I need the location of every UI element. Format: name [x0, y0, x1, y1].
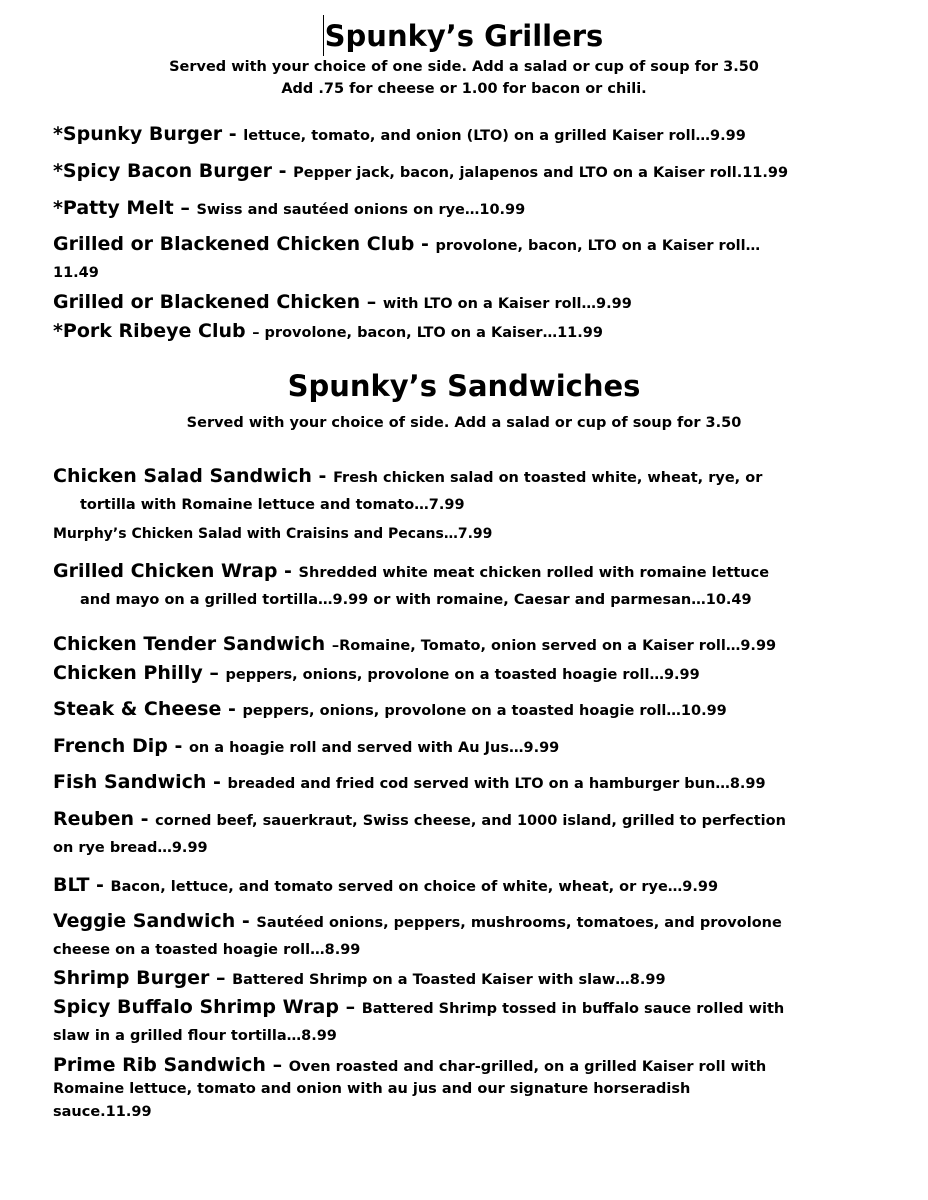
item-desc: Swiss and sautéed onions on rye…10.99	[196, 202, 526, 218]
item-desc-continued: sauce.11.99	[53, 1104, 152, 1120]
item-desc: Fresh chicken salad on toasted white, wheat, rye, or	[333, 470, 763, 486]
item-name: Reuben -	[53, 808, 156, 830]
sandwiches-title: Spunky’s Sandwiches	[287, 369, 641, 403]
menu-item	[53, 732, 883, 763]
item-name: Veggie Sandwich -	[53, 910, 257, 932]
item-name: *Pork Ribeye Club	[53, 320, 253, 342]
item-desc: peppers, onions, provolone on a toasted hoagie roll…10.99	[242, 703, 727, 719]
item-desc: Battered Shrimp tossed in buffalo sauce rolled with	[361, 1001, 785, 1017]
item-desc-continued: 11.49	[53, 265, 99, 281]
item-name: Shrimp Burger –	[53, 967, 233, 989]
menu-item	[53, 805, 883, 836]
item-name: French Dip -	[53, 735, 189, 757]
item-desc-continued: and mayo on a grilled tortilla…9.99 or with romaine, Caesar and parmesan…10.49	[80, 592, 752, 608]
item-desc: Pepper jack, bacon, jalapenos and LTO on a Kaiser roll.11.99	[293, 165, 789, 181]
grillers-title: Spunky’s Grillers	[324, 19, 604, 53]
menu-item	[53, 993, 883, 1024]
menu-item	[53, 120, 883, 151]
item-desc-continued: on rye bread…9.99	[53, 840, 208, 856]
menu-item	[53, 907, 883, 938]
item-desc: on a hoagie roll and served with Au Jus…9.99	[188, 740, 560, 756]
menu-item	[53, 659, 883, 690]
item-desc: Shredded white meat chicken rolled with romaine lettuce	[298, 565, 770, 581]
menu-item	[53, 871, 883, 902]
item-desc: Murphy’s Chicken Salad with Craisins and Pecans…7.99	[53, 526, 493, 542]
item-name: *Patty Melt –	[53, 197, 197, 219]
item-desc: breaded and fried cod served with LTO on a hamburger bun…8.99	[227, 776, 766, 792]
item-desc-continued: cheese on a toasted hoagie roll…8.99	[53, 942, 361, 958]
item-name: Chicken Tender Sandwich	[53, 633, 332, 655]
menu-item	[53, 768, 883, 799]
menu-item	[53, 557, 883, 588]
menu-item	[53, 695, 883, 726]
menu-item	[53, 630, 883, 661]
item-name: Chicken Philly –	[53, 662, 226, 684]
item-desc: corned beef, sauerkraut, Swiss cheese, and 1000 island, grilled to perfection	[155, 813, 786, 829]
menu-item	[53, 964, 883, 995]
item-name: Prime Rib Sandwich –	[53, 1054, 289, 1076]
item-name: Steak & Cheese -	[53, 698, 243, 720]
item-name: Spicy Buffalo Shrimp Wrap –	[53, 996, 362, 1018]
grillers-subtitle-1: Served with your choice of one side. Add a salad or cup of soup for 3.50	[169, 59, 759, 75]
menu-item	[53, 520, 883, 549]
menu-item	[53, 462, 883, 493]
item-desc-continued: tortilla with Romaine lettuce and tomato…7.99	[80, 497, 465, 513]
item-desc: lettuce, tomato, and onion (LTO) on a grilled Kaiser roll…9.99	[243, 128, 746, 144]
menu-item	[53, 157, 883, 188]
item-desc: Oven roasted and char-grilled, on a grilled Kaiser roll with	[288, 1059, 767, 1075]
item-desc-continued: Romaine lettuce, tomato and onion with au jus and our signature horseradish	[53, 1081, 691, 1097]
item-desc: Bacon, lettuce, and tomato served on choice of white, wheat, or rye…9.99	[110, 879, 719, 895]
item-name: Fish Sandwich -	[53, 771, 228, 793]
item-name: Chicken Salad Sandwich -	[53, 465, 334, 487]
item-desc: Battered Shrimp on a Toasted Kaiser with slaw…8.99	[232, 972, 666, 988]
item-name: Grilled Chicken Wrap -	[53, 560, 299, 582]
item-name: BLT -	[53, 874, 111, 896]
menu-item	[53, 230, 883, 261]
item-name: *Spicy Bacon Burger -	[53, 160, 294, 182]
item-name: Grilled or Blackened Chicken –	[53, 291, 383, 313]
item-name: *Spunky Burger -	[53, 123, 244, 145]
item-desc: provolone, bacon, LTO on a Kaiser roll…	[435, 238, 761, 254]
item-desc: –Romaine, Tomato, onion served on a Kaiser roll…9.99	[331, 638, 777, 654]
sandwiches-subtitle: Served with your choice of side. Add a salad or cup of soup for 3.50	[186, 415, 742, 431]
grillers-subtitle-2: Add .75 for cheese or 1.00 for bacon or chili.	[281, 81, 647, 97]
item-desc: Sautéed onions, peppers, mushrooms, tomatoes, and provolone	[256, 915, 782, 931]
item-desc: with LTO on a Kaiser roll…9.99	[382, 296, 632, 312]
menu-item	[53, 317, 883, 348]
item-name: Grilled or Blackened Chicken Club -	[53, 233, 436, 255]
item-desc: – provolone, bacon, LTO on a Kaiser…11.99	[252, 325, 603, 341]
item-desc-continued: slaw in a grilled flour tortilla…8.99	[53, 1028, 337, 1044]
item-desc: peppers, onions, provolone on a toasted hoagie roll…9.99	[225, 667, 700, 683]
menu-item	[53, 194, 883, 225]
menu-item	[53, 288, 883, 319]
